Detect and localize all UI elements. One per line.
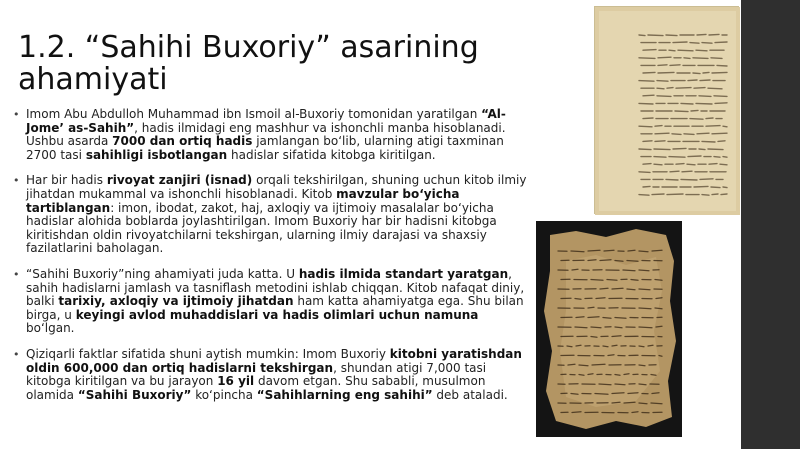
ancient-fragment-image	[536, 221, 682, 437]
script-stroke	[624, 402, 635, 403]
script-stroke	[612, 336, 621, 337]
script-stroke	[643, 72, 655, 73]
script-stroke	[603, 318, 611, 319]
script-stroke	[588, 250, 600, 251]
script-stroke	[639, 365, 645, 366]
script-stroke	[639, 270, 649, 271]
script-stroke	[643, 50, 656, 51]
script-stroke	[657, 81, 668, 82]
bullet-1-bold-3: sahihligi isbotlangan	[85, 147, 228, 162]
bullet-1-text-3: jamlangan bo‘lib, ularning atigi taxminan 2700 tasi	[26, 134, 504, 162]
slide-title-line-1: 1.2. “Sahihi Buxoriy” asarining	[18, 30, 479, 66]
script-stroke	[658, 72, 674, 73]
script-stroke	[588, 260, 596, 261]
script-stroke	[591, 337, 597, 338]
script-stroke	[595, 394, 608, 395]
script-stroke	[712, 194, 718, 195]
script-stroke	[688, 156, 701, 157]
script-stroke	[684, 134, 694, 135]
script-stroke	[687, 164, 695, 165]
script-stroke	[708, 149, 723, 150]
script-stroke	[639, 384, 646, 385]
script-stroke	[655, 126, 662, 127]
script-stroke	[670, 171, 679, 172]
script-stroke	[604, 250, 614, 251]
script-stroke	[588, 307, 594, 308]
script-stroke	[639, 195, 649, 196]
script-stroke	[682, 171, 692, 172]
slide-title-line-2: ahamiyati	[18, 62, 168, 98]
script-stroke	[639, 35, 645, 36]
script-stroke	[572, 412, 581, 413]
bullet-3-bold-2: tarixiy, axloqiy va ijtimoiy jihatdan	[58, 294, 294, 309]
script-stroke	[639, 172, 650, 173]
script-stroke	[699, 149, 705, 150]
script-stroke	[627, 289, 635, 290]
right-sidebar-strip	[741, 0, 800, 449]
script-stroke	[655, 308, 662, 309]
bullet-3-bold-3: keyingi avlod muhaddislari va hadis olimlari uchun namuna	[75, 307, 479, 322]
script-stroke	[723, 157, 727, 158]
script-stroke	[712, 133, 727, 134]
bullet-4-bold-2: 16 yil	[217, 374, 255, 389]
script-stroke	[628, 393, 638, 394]
script-stroke	[639, 58, 655, 59]
bullet-1-text-2: , hadis ilmidagi eng mashhur va ishonchli manba hisoblanadi. Ushbu asarda	[26, 120, 506, 149]
script-stroke	[699, 96, 711, 97]
script-stroke	[639, 81, 654, 82]
bullet-2-text-3: : imon, ibodat, zakot, haj, axloqiy va ijtimoiy masalalar bo‘yicha hadislar alohida boblarda joylashtirilgan. Imom Buxoriy har bir hadisni kitobga kiritishdan oldin rivoyatchilarni tekshirgan, ularning ilmiy darajasi va shaxsiy fazilatlarini baholagan.	[26, 200, 497, 256]
script-stroke	[711, 187, 720, 188]
script-stroke	[628, 250, 635, 251]
script-stroke	[700, 179, 713, 180]
script-stroke	[706, 126, 720, 127]
script-stroke	[658, 65, 667, 66]
bullet-4-text-1: Qiziqarli faktlar sifatida shuni aytish mumkin: Imom Buxoriy	[26, 346, 390, 361]
script-stroke	[654, 164, 662, 165]
script-stroke	[690, 43, 699, 44]
script-stroke	[655, 141, 665, 142]
script-stroke	[657, 96, 671, 97]
script-stroke	[612, 393, 624, 394]
script-stroke	[681, 179, 697, 180]
ancient-fragment-illustration	[536, 221, 682, 437]
script-stroke	[643, 164, 651, 165]
bullet-list	[12, 108, 528, 414]
script-stroke	[658, 57, 671, 58]
script-stroke	[721, 194, 727, 195]
script-stroke	[714, 157, 720, 158]
script-stroke	[655, 280, 662, 281]
script-stroke	[603, 346, 608, 347]
bullet-3-text-1: “Sahihi Buxoriy”ning ahamiyati juda katta. U	[26, 266, 299, 281]
script-stroke	[639, 346, 644, 347]
script-stroke	[669, 157, 685, 158]
script-stroke	[612, 288, 623, 289]
script-stroke	[667, 88, 673, 89]
bullet-4-text-3: davom etgan. Shu sababli, musulmon olamida	[26, 374, 486, 402]
script-stroke	[703, 72, 709, 73]
script-stroke	[656, 298, 662, 299]
script-stroke	[684, 58, 690, 59]
script-stroke	[720, 164, 727, 165]
bullet-4-text-5: deb ataladi.	[432, 387, 508, 402]
bullet-1-bold-2: 7000 dan ortiq hadis	[112, 134, 253, 149]
script-stroke	[643, 141, 652, 142]
script-stroke	[624, 374, 629, 375]
script-stroke	[697, 133, 709, 134]
script-stroke	[652, 250, 662, 251]
script-stroke	[643, 118, 653, 119]
script-stroke	[588, 317, 599, 318]
bullet-3-text-2: , sahih hadislarni jamlash va tasniflash metodini ishlab chiqqan. Kitob nafaqat diniy, balki	[26, 266, 525, 309]
script-stroke	[654, 149, 670, 150]
script-stroke	[681, 103, 693, 104]
manuscript-page-image	[594, 6, 739, 214]
script-stroke	[615, 384, 625, 385]
script-stroke	[591, 280, 603, 281]
script-stroke	[627, 261, 638, 262]
script-stroke	[588, 374, 593, 375]
script-stroke	[615, 261, 623, 262]
script-stroke	[572, 269, 578, 270]
script-stroke	[607, 280, 617, 281]
script-stroke	[700, 80, 710, 81]
script-stroke	[652, 393, 659, 394]
script-stroke	[639, 308, 651, 309]
bullet-3-bold-1: hadis ilmida standart yaratgan	[298, 266, 509, 281]
script-stroke	[691, 110, 698, 111]
script-stroke	[599, 384, 611, 385]
bullet-3-text-4: bo‘lgan.	[26, 321, 75, 336]
script-stroke	[656, 326, 662, 327]
script-stroke	[666, 179, 678, 180]
bullet-2-text-2: orqali tekshirilgan, shuning uchun kitob ilmiy jihatdan mukammal va ishonchli hisoblanadi. Kitob	[26, 173, 527, 201]
manuscript-page-illustration	[595, 7, 740, 215]
script-stroke	[678, 50, 693, 51]
script-stroke	[702, 195, 709, 196]
script-stroke	[639, 403, 647, 404]
script-stroke	[639, 327, 652, 328]
script-stroke	[651, 403, 662, 404]
script-stroke	[623, 270, 635, 271]
script-stroke	[567, 346, 572, 347]
slide-title	[18, 32, 578, 96]
script-stroke	[659, 356, 662, 357]
bullet-4-bold-4: “Sahihlarning eng sahihi”	[256, 387, 433, 402]
script-stroke	[615, 375, 620, 376]
script-stroke	[693, 73, 700, 74]
script-stroke	[632, 412, 638, 413]
bullet-item-2	[12, 174, 528, 256]
script-stroke	[579, 365, 588, 366]
bullet-2-bold-1: rivoyat zanjiri (isnad)	[106, 173, 253, 188]
script-stroke	[648, 345, 653, 346]
bullet-4-bold-3: “Sahihi Buxoriy”	[77, 387, 192, 402]
script-stroke	[676, 88, 691, 89]
script-stroke	[666, 35, 677, 36]
script-stroke	[576, 317, 584, 318]
script-stroke	[712, 72, 727, 73]
script-stroke	[639, 289, 650, 290]
script-stroke	[708, 88, 722, 89]
script-stroke	[673, 148, 686, 149]
script-stroke	[694, 186, 708, 187]
script-stroke	[579, 375, 584, 376]
script-stroke	[675, 111, 688, 112]
script-stroke	[702, 141, 715, 142]
script-stroke	[709, 34, 719, 35]
bullet-4-bold-1: kitobni yaratishdan oldin 600,000 dan ortiq hadislarni tekshirgan	[26, 346, 522, 375]
script-stroke	[639, 251, 648, 252]
script-stroke	[643, 186, 650, 187]
script-stroke	[643, 95, 654, 96]
script-stroke	[673, 42, 687, 43]
script-stroke	[571, 251, 584, 252]
script-stroke	[697, 34, 706, 35]
script-stroke	[654, 157, 666, 158]
script-stroke	[652, 194, 664, 195]
script-stroke	[715, 103, 727, 104]
script-stroke	[690, 119, 703, 120]
script-stroke	[648, 35, 663, 36]
script-stroke	[669, 50, 675, 51]
script-stroke	[592, 364, 605, 365]
script-stroke	[717, 65, 727, 66]
script-stroke	[608, 355, 614, 356]
bullet-1-text-4: hadislar sifatida kitobga kiritilgan.	[227, 147, 436, 162]
bullet-4-text-4: ko‘pincha	[191, 387, 257, 402]
bullet-item-4	[12, 348, 528, 402]
script-stroke	[576, 345, 581, 346]
script-stroke	[639, 126, 652, 127]
script-stroke	[591, 327, 601, 328]
bullet-2-text-1: Har bir hadis	[26, 173, 107, 188]
script-stroke	[696, 103, 712, 104]
bullet-item-1	[12, 108, 528, 162]
script-stroke	[571, 394, 578, 395]
script-stroke	[651, 375, 656, 376]
script-stroke	[693, 58, 708, 59]
script-stroke	[639, 103, 653, 104]
script-stroke	[718, 141, 725, 142]
script-stroke	[575, 327, 587, 328]
bullet-item-3	[12, 268, 528, 336]
script-stroke	[655, 133, 669, 134]
bullet-1-text-1: Imom Abu Abdulloh Muhammad ibn Ismoil al-Buxoriy tomonidan yaratilgan	[26, 107, 482, 121]
script-stroke	[596, 298, 605, 299]
script-stroke	[714, 96, 727, 97]
script-stroke	[711, 58, 722, 59]
bullet-1-bold-1: “Al-Jome’ as-Sahih”	[26, 107, 506, 135]
bullet-4-text-2: , shundan atigi 7,000 tasi kitobga kiritilgan va bu jarayon	[26, 360, 487, 389]
script-stroke	[672, 134, 681, 135]
script-stroke	[600, 288, 608, 289]
script-stroke	[694, 88, 705, 89]
script-stroke	[600, 260, 611, 261]
script-stroke	[709, 164, 717, 165]
script-stroke	[568, 364, 575, 365]
script-stroke	[612, 402, 620, 403]
script-stroke	[639, 149, 651, 150]
bullet-3-text-3: ham katta ahamiyatga ega. Shu bilan birga, u	[26, 294, 524, 322]
script-stroke	[696, 50, 707, 51]
script-stroke	[670, 65, 680, 66]
script-stroke	[615, 327, 622, 328]
script-stroke	[615, 318, 626, 319]
script-stroke	[688, 80, 697, 81]
script-stroke	[657, 88, 664, 89]
script-stroke	[612, 345, 617, 346]
script-stroke	[706, 118, 713, 119]
script-stroke	[702, 43, 712, 44]
bullet-2-bold-2: mavzular bo‘yicha tartiblangan	[26, 186, 460, 215]
script-stroke	[723, 126, 727, 127]
script-stroke	[676, 164, 684, 165]
script-stroke	[715, 42, 727, 43]
script-stroke	[723, 187, 727, 188]
script-stroke	[631, 280, 638, 281]
script-stroke	[575, 299, 581, 300]
script-stroke	[667, 194, 683, 195]
